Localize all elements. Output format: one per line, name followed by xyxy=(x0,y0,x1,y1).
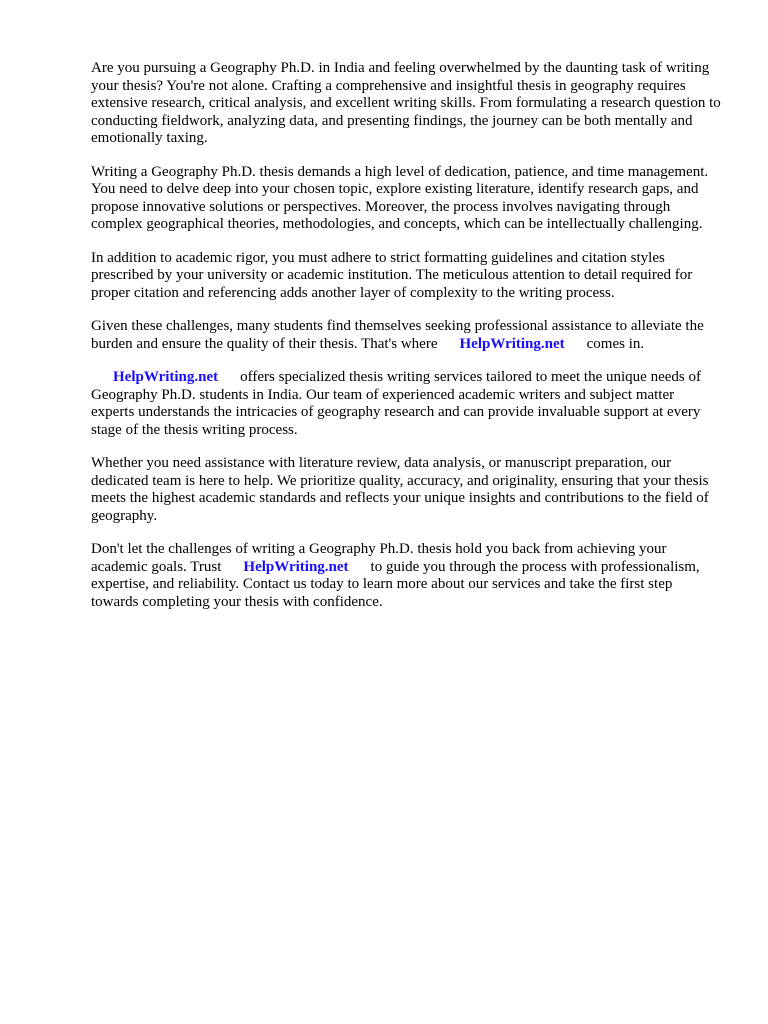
paragraph-closing-tail: to guide you through the process with professionalism, expertise, and reliability. Contact us today to learn more about our services and take the first step towards completing your thesis with confidence. xyxy=(91,558,700,610)
paragraph-formatting: In addition to academic rigor, you must adhere to strict formatting guidelines and citation styles prescribed by your university or academic institution. The meticulous attention to detail required for proper citation and referencing adds another layer of complexity to the writing process. xyxy=(91,249,693,301)
paragraph-closing xyxy=(91,541,721,611)
helpwriting-link[interactable]: HelpWriting.net xyxy=(243,558,349,575)
paragraph-demands: Writing a Geography Ph.D. thesis demands a high level of dedication, patience, and time management. You need to delve deep into your chosen topic, explore existing literature, identify research gaps, and propose innovative solutions or perspectives. Moreover, the process involves navigating through complex geographical theories, methodologies, and concepts, which can be intellectually challenging. xyxy=(91,163,709,232)
paragraph-assistance: Whether you need assistance with literature review, data analysis, or manuscript preparation, our dedicated team is here to help. We prioritize quality, accuracy, and originality, ensuring that your thesis meets the highest academic standards and reflects your unique insights and contributions to the field of geography. xyxy=(91,455,709,524)
document-body xyxy=(91,60,721,627)
paragraph-services-text: offers specialized thesis writing services tailored to meet the unique needs of Geography Ph.D. students in India. Our team of experienced academic writers and subject matter experts understands the intricacies of geography research and can provide invaluable support at every stage of the thesis writing process. xyxy=(91,369,701,438)
paragraph-challenges xyxy=(91,318,721,353)
helpwriting-link[interactable]: HelpWriting.net xyxy=(113,369,219,385)
paragraph-challenges-tail: comes in. xyxy=(586,335,645,352)
paragraph-intro: Are you pursuing a Geography Ph.D. in India and feeling overwhelmed by the daunting task of writing your thesis? You're not alone. Crafting a comprehensive and insightful thesis in geography requires extensive research, critical analysis, and excellent writing skills. From formulating a research question to conducting fieldwork, analyzing data, and presenting findings, the journey can be both mentally and emotionally taxing. xyxy=(91,60,721,146)
paragraph-services xyxy=(91,369,721,439)
helpwriting-link[interactable]: HelpWriting.net xyxy=(459,335,565,352)
paragraph-closing-text: Don't let the challenges of writing a Geography Ph.D. thesis hold you back from achieving your academic goals. Trust xyxy=(91,541,667,575)
paragraph-challenges-text: Given these challenges, many students find themselves seeking professional assistance to alleviate the burden and ensure the quality of their thesis. That's where xyxy=(91,318,704,352)
